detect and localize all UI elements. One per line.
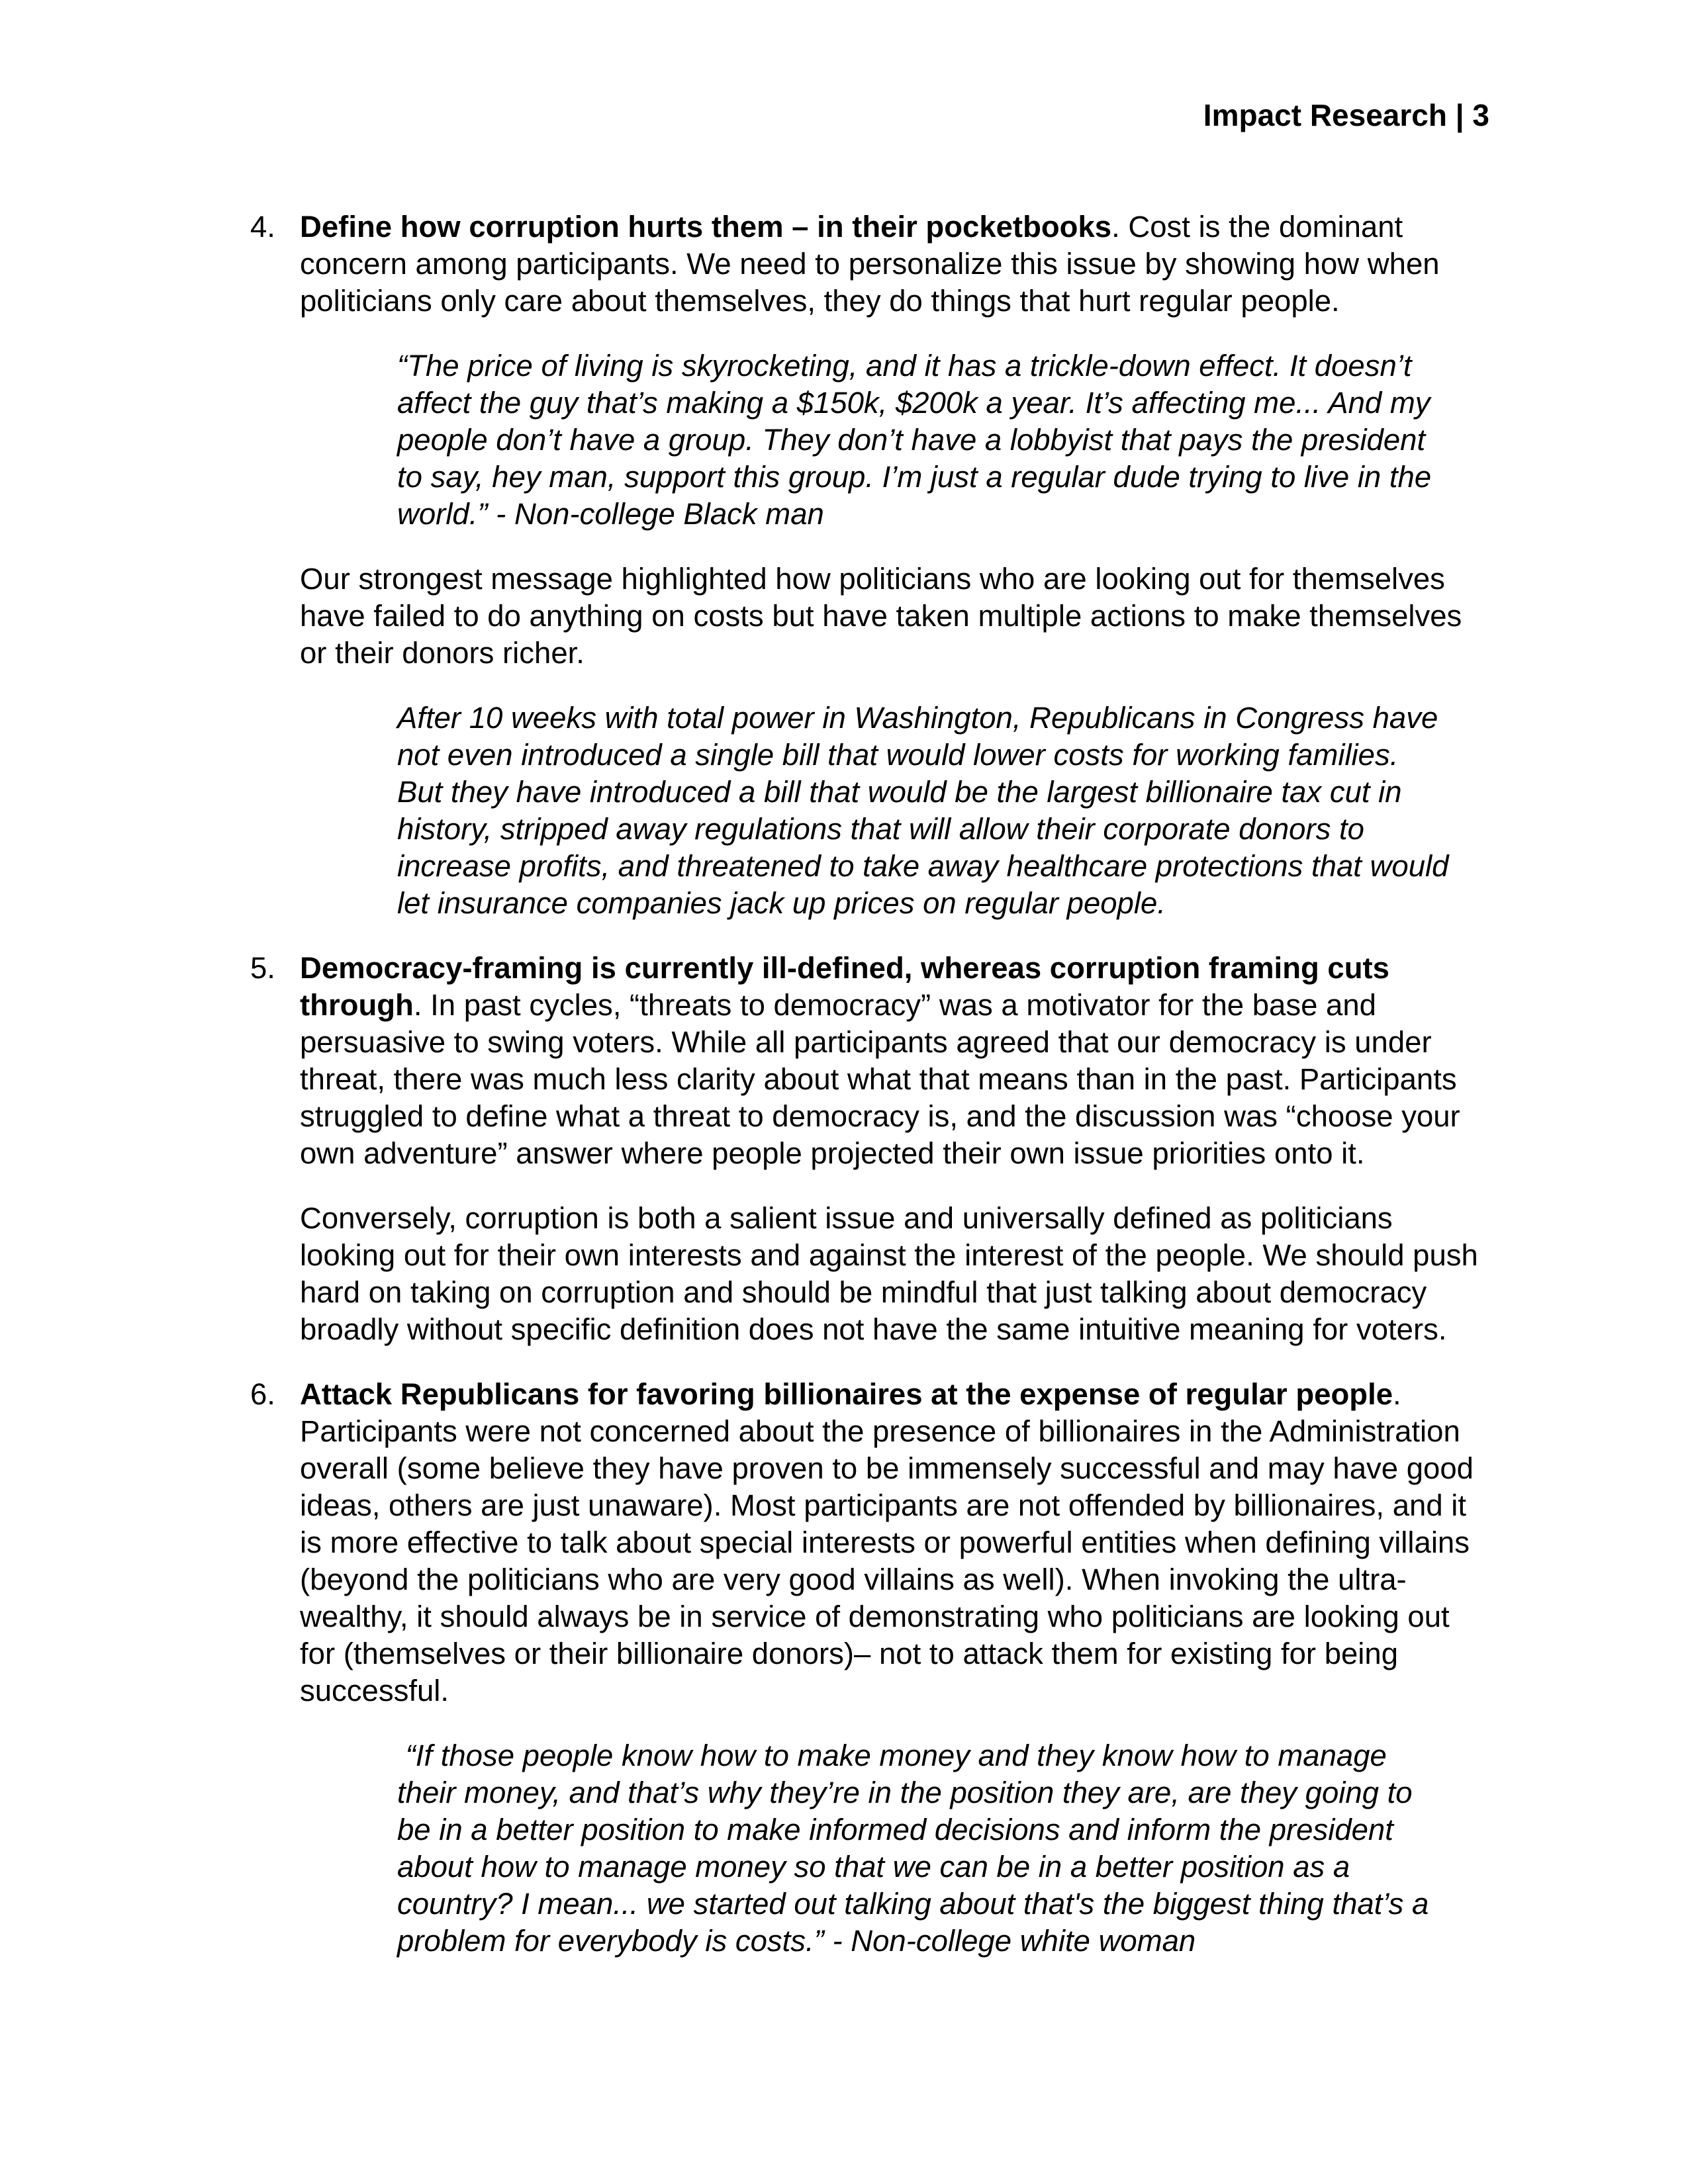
item-text: . In past cycles, “threats to democracy” was a motivator for the base and persuasive to swing voters. While all participants agreed that our democracy is under threat, there was much less clarity about what that means than in the past. Participants struggled to define what a threat to democracy is, and the discussion was “choose your own adventure” answer where people projected their own issue priorities onto it. <box>300 988 1460 1170</box>
document-content <box>199 208 1489 1987</box>
header-text: Impact Research | 3 <box>1203 98 1489 132</box>
page-header <box>199 97 1489 134</box>
quote-paragraph: After 10 weeks with total power in Washington, Republicans in Congress have not even introduced a single bill that would lower costs for working families. But they have introduced a bill that would be the largest billionaire tax cut in history, stripped away regulations that will allow their corporate donors to increase profits, and threatened to take away healthcare protections that would let insurance companies jack up prices on regular people. <box>397 701 1458 920</box>
item-text: . Cost is the dominant concern among participants. We need to personalize this issue by showing how when politicians only care about themselves, they do things that hurt regular people. <box>300 210 1440 318</box>
item-text: . Participants were not concerned about the presence of billionaires in the Administration overall (some believe they have proven to be immensely successful and may have good ideas, others are just unaware). Most participants are not offended by billionaires, and it is more effective to talk about special interests or powerful entities when defining villains (beyond the politicians who are very good villains as well). When invoking the ultra-wealthy, it should always be in service of demonstrating who politicians are looking out for (themselves or their billionaire donors)– not to attack them for existing for being successful. <box>300 1377 1474 1707</box>
item-heading: Attack Republicans for favoring billionaires at the expense of regular people <box>300 1377 1393 1411</box>
item-number: 6. <box>250 1377 275 1411</box>
quote-paragraph: “If those people know how to make money and they know how to manage their money, and that’s why they’re in the position they are, are they going to be in a better position to make informed decisions and inform the president about how to manage money so that we can be in a better position as a country? I mean... we started out talking about that's the biggest thing that’s a problem for everybody is costs.” - Non-college white woman <box>397 1739 1437 1958</box>
body-paragraph: Conversely, corruption is both a salient issue and universally defined as politicians looking out for their own interests and against the interest of the people. We should push hard on taking on corruption and should be mindful that just talking about democracy broadly without specific definition does not have the same intuitive meaning for voters. <box>300 1201 1478 1346</box>
item-number: 5. <box>250 951 275 985</box>
quote-paragraph: “The price of living is skyrocketing, and it has a trickle-down effect. It doesn’t affect the guy that’s making a $150k, $200k a year. It’s affecting me... And my people don’t have a group. They don’t have a lobbyist that pays the president to say, hey man, support this group. I’m just a regular dude trying to live in the world.” - Non-college Black man <box>397 349 1440 531</box>
item-heading: Define how corruption hurts them – in their pocketbooks <box>300 210 1112 244</box>
item-heading: Democracy-framing is currently ill-defined, whereas corruption framing cuts through <box>300 951 1389 1022</box>
body-paragraph: Our strongest message highlighted how politicians who are looking out for themselves have failed to do anything on costs but have taken multiple actions to make themselves or their donors richer. <box>300 562 1462 670</box>
numbered-item-4 <box>199 208 1489 320</box>
numbered-item-5 <box>199 950 1489 1172</box>
item-number: 4. <box>250 210 275 244</box>
numbered-item-6 <box>199 1376 1489 1709</box>
